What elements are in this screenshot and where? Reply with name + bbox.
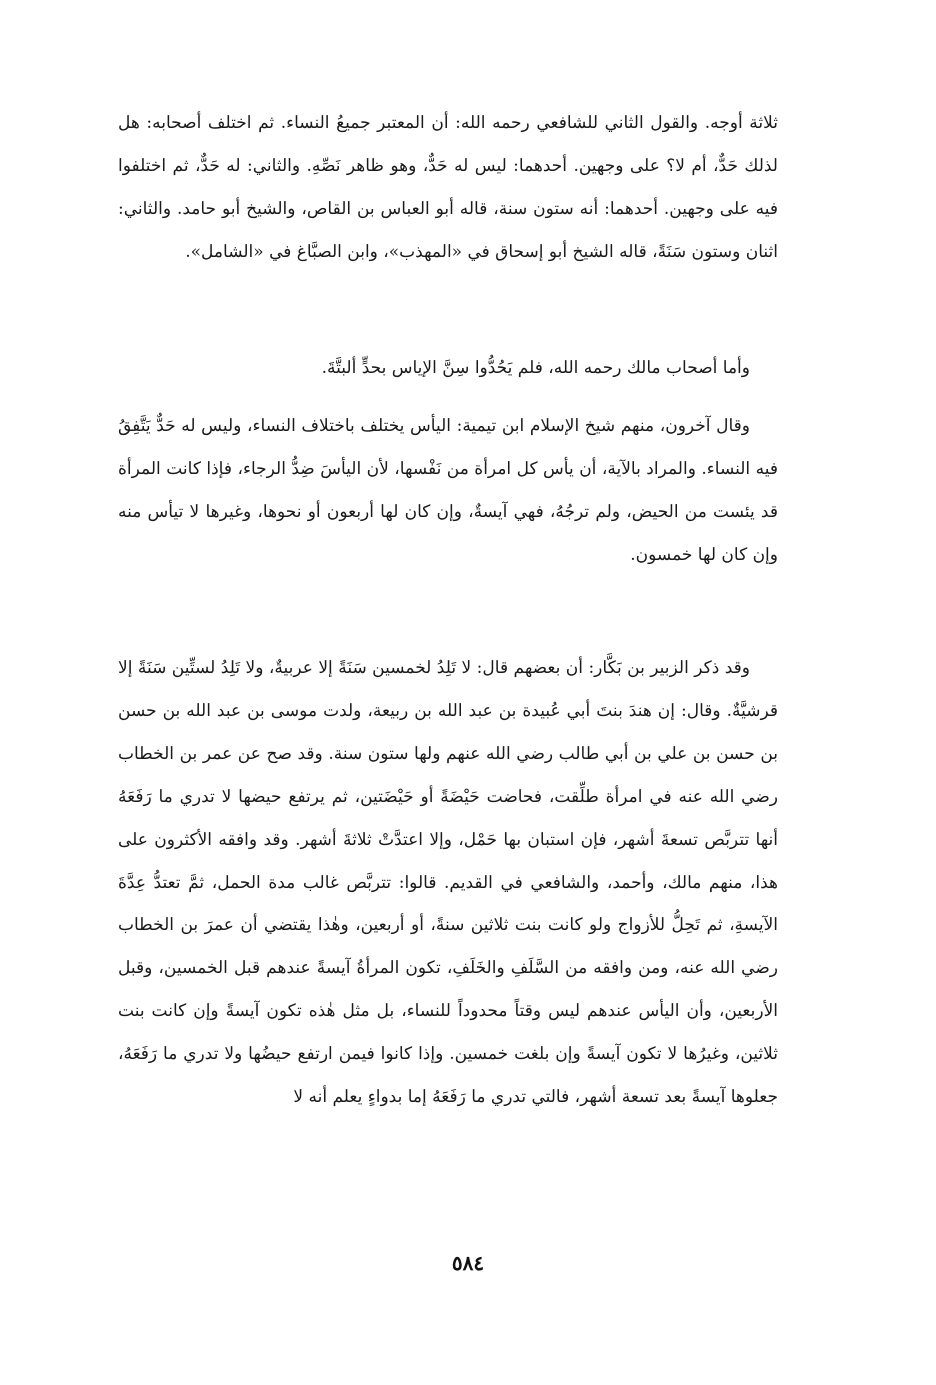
paragraph-ibn-taymiyya-opinion: وقال آخرون، منهم شيخ الإسلام ابن تيمية: اليأس يختلف باختلاف النساء، وليس له حَدٌّ يَتَّفِقُ فيه النساء. والمراد بالآية، أن يأس كل امرأة من نَفْسها، لأن اليأسَ ضِدُّ الرجاء، فإذا كانت المرأة قد يئست من الحيض، ولم ترجُهُ، فهي آيسةٌ، وإن كان لها أربعون أو نحوها، وغيرها لا تيأس منه وإن كان لها خمسون. <box>118 416 778 565</box>
paragraph-shafii-opinions: ثلاثة أوجه. والقول الثاني للشافعي رحمه الله: أن المعتبر جميعُ النساء. ثم اختلف أصحابه: هل لذلك حَدٌّ، أم لا؟ على وجهين. أحدهما: ليس له حَدٌّ، وهو ظاهر نَصِّهِ. والثاني: له حَدٌّ، ثم اختلفوا فيه على وجهين. أحدهما: أنه ستون سنة، قاله أبو العباس بن القاص، والشيخ أبو حامد. والثاني: اثنان وستون سَنَةً، قاله الشيخ أبو إسحاق في «المهذب»، وابن الصبَّاغ في «الشامل». <box>118 113 778 262</box>
paragraph-maliki-opinion: وأما أصحاب مالك رحمه الله، فلم يَحُدُّوا سِنَّ الإياس بحدٍّ ألبتَّةَ. <box>321 358 750 378</box>
page-number: ٥٨٤ <box>451 1251 485 1275</box>
paragraph-zubayr-report: وقد ذكر الزبير بن بَكَّار: أن بعضهم قال: لا تَلِدُ لخمسين سَنَةً إلا عربيةٌ، ولا تَلِدُ لستِّين سَنَةً إلا قرشيَّةٌ. وقال: إن هندَ بنتَ أبي عُبيدة بن عبد الله بن ربيعة، ولدت موسى بن عبد الله بن حسن بن حسن بن علي بن أبي طالب رضي الله عنهم ولها ستون سنة. وقد صح عن عمر بن الخطاب رضي الله عنه في امرأة طلِّقت، فحاضت حَيْضَةً أو حَيْضَتين، ثم يرتفع حيضها لا تدري ما رَفَعَهُ أنها تتربَّص تسعةَ أشهر، فإن استبان بها حَمْل، وإلا اعتدَّتْ ثلاثةَ أشهر. وقد وافقه الأكثرون على هذا، منهم مالك، وأحمد، والشافعي في القديم. قالوا: تتربَّص غالب مدة الحمل، ثمَّ تعتدُّ عِدَّةَ الآيسةِ، ثم تَحِلُّ للأزواج ولو كانت بنت ثلاثين سنةً، أو أربعين، وهٰذا يقتضي أن عمرَ بن الخطاب رضي الله عنه، ومن وافقه من السَّلَفِ والخَلَفِ، تكون المرأةُ آيسةً عندهم قبل الخمسين، وقبل الأربعين، وأن اليأس عندهم ليس وقتاً محدوداً للنساء، بل مثل هٰذه تكون آيسةً وإن كانت بنت ثلاثين، وغيرُها لا تكون آيسةً وإن بلغت خمسين. وإذا كانوا فيمن ارتفع حيضُها ولا تدري ما رَفَعَهُ، جعلوها آيسةً بعد تسعة أشهر، فالتي تدري ما رَفَعَهُ إما بدواءٍ يعلم أنه لا <box>118 658 778 1108</box>
